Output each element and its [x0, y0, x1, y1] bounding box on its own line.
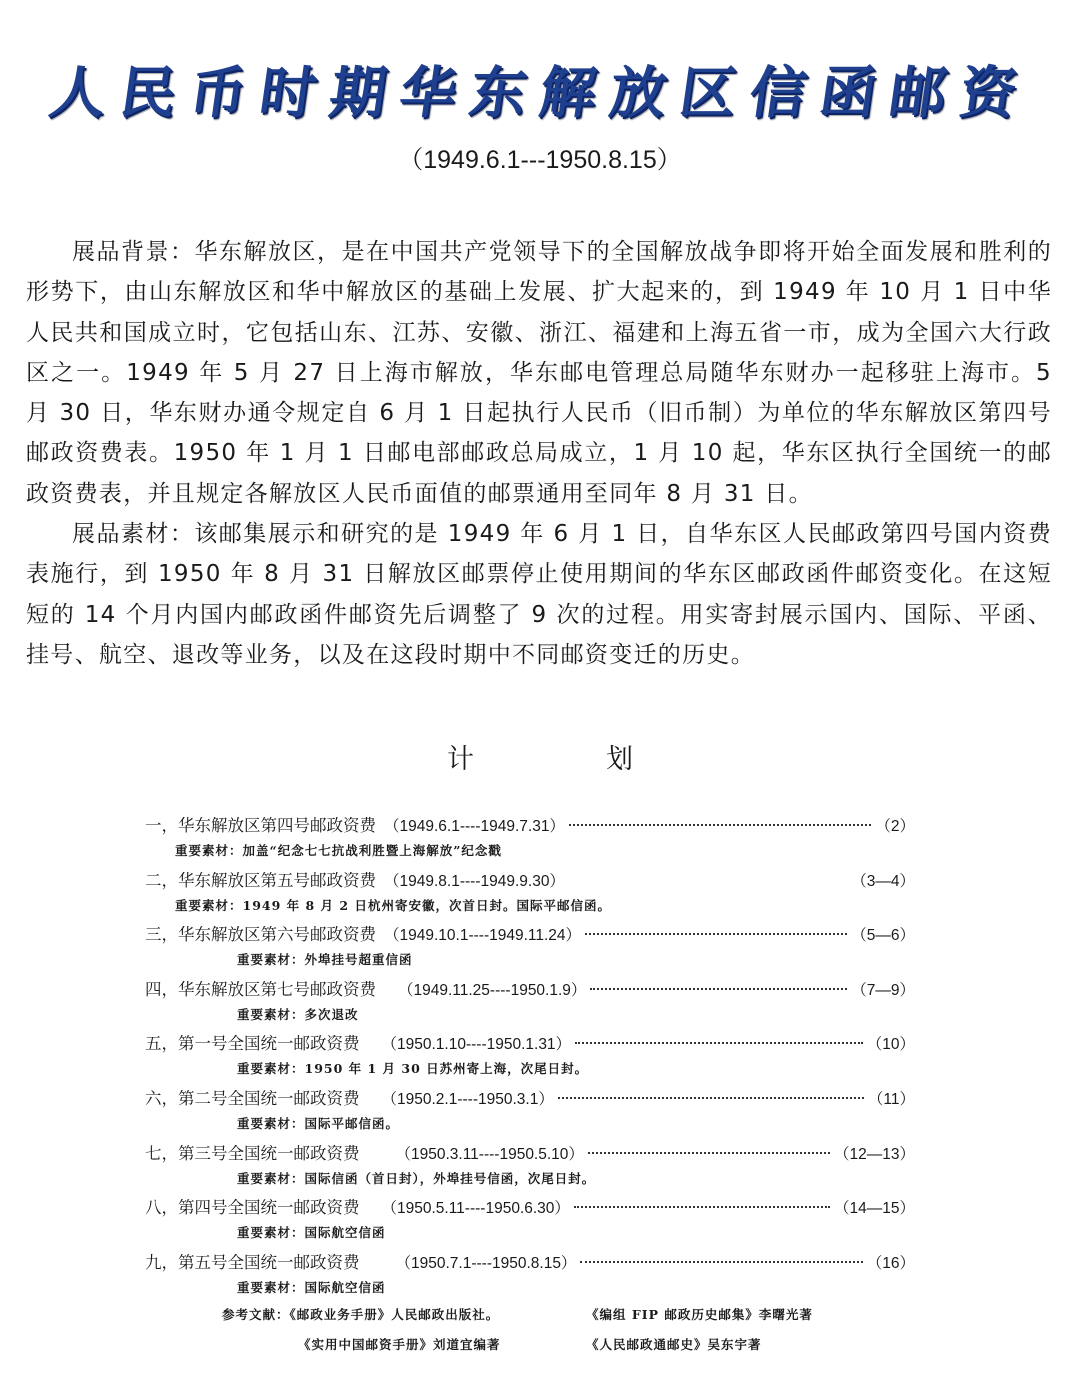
- date-range: （1949.6.1---1950.8.15）: [398, 146, 682, 174]
- reference-4: 《人民邮政通邮史》吴东宇著: [586, 1337, 762, 1352]
- toc-item: [145, 1030, 915, 1085]
- toc-number: 九，: [145, 1252, 178, 1272]
- toc-leader-dots: [574, 1205, 830, 1208]
- toc-date-range: （1949.11.25----1950.1.9）: [398, 981, 587, 999]
- toc-note: 重要素材：多次退改: [237, 1006, 359, 1022]
- toc-note: 重要素材：1949 年 8 月 2 日杭州寄安徽，次首日封。国际平邮信函。: [175, 897, 611, 913]
- toc-leader-dots: [590, 987, 847, 990]
- toc-note: 重要素材：国际航空信函: [237, 1225, 386, 1241]
- reference-3: 《实用中国邮资手册》刘道宜编著: [298, 1337, 501, 1352]
- toc-name: 第二号全国统一邮政资费: [178, 1088, 360, 1108]
- toc-page: （14—15）: [834, 1200, 915, 1218]
- toc-number: 四，: [145, 979, 178, 999]
- toc-page: （11）: [867, 1090, 915, 1108]
- toc-note: 重要素材：1950 年 1 月 30 日苏州寄上海，次尾日封。: [237, 1061, 589, 1077]
- toc-page: （12—13）: [834, 1145, 915, 1163]
- toc-page: （2）: [875, 818, 915, 835]
- toc-number: 五，: [145, 1034, 178, 1054]
- toc-name: 第一号全国统一邮政资费: [178, 1034, 360, 1054]
- toc-date-range: （1949.6.1----1949.7.31）: [384, 818, 565, 835]
- toc-note: 重要素材：国际平邮信函。: [237, 1115, 400, 1131]
- toc-note: 重要素材：国际航空信函: [237, 1279, 386, 1295]
- toc-item: [145, 1194, 915, 1249]
- toc-number: 三，: [145, 925, 178, 945]
- toc-name: 第三号全国统一邮政资费: [178, 1143, 360, 1163]
- toc-leader-dots: [569, 878, 847, 881]
- toc-item: [145, 1249, 915, 1304]
- toc-item: [145, 976, 915, 1031]
- toc-name: 华东解放区第六号邮政资费: [178, 925, 376, 945]
- toc-date-range: （1950.2.1----1950.3.1）: [381, 1090, 554, 1108]
- toc-leader-dots: [569, 823, 871, 826]
- toc-item: [145, 1085, 915, 1140]
- toc-date-range: （1950.5.11----1950.6.30）: [381, 1200, 570, 1218]
- page-title: 人民币时期华东解放区信函邮资: [45, 60, 1035, 126]
- toc-item: [145, 812, 915, 867]
- toc-name: 华东解放区第五号邮政资费: [178, 870, 376, 890]
- toc-name: 第四号全国统一邮政资费: [178, 1198, 360, 1218]
- reference-1: 参考文献：《邮政业务手册》人民邮政出版社。: [222, 1307, 500, 1322]
- references: [222, 1300, 842, 1360]
- toc-page: （7—9）: [851, 981, 915, 999]
- toc-date-range: （1950.7.1----1950.8.15）: [395, 1254, 577, 1272]
- toc-note: 重要素材：国际信函（首日封），外埠挂号信函，次尾日封。: [237, 1170, 596, 1186]
- toc-item: [145, 1140, 915, 1195]
- toc-item: [145, 867, 915, 922]
- reference-2: 《编组 FIP 邮政历史邮集》李曙光著: [586, 1307, 813, 1322]
- toc-page: （16）: [866, 1254, 915, 1272]
- plan-heading-right: 划: [606, 744, 633, 775]
- toc-number: 二，: [145, 870, 178, 890]
- toc-note: 重要素材：外埠挂号超重信函: [237, 952, 413, 968]
- plan-heading-left: 计: [447, 744, 474, 775]
- toc-leader-dots: [585, 932, 847, 935]
- toc-name: 第五号全国统一邮政资费: [178, 1252, 360, 1272]
- toc-page: （5—6）: [851, 927, 915, 945]
- plan-table-of-contents: [145, 812, 915, 1303]
- toc-number: 一，: [145, 816, 178, 835]
- intro-section: [26, 232, 1052, 675]
- toc-note: 重要素材：加盖“纪念七七抗战利胜暨上海解放”纪念戳: [175, 843, 502, 858]
- material-paragraph: 展品素材：该邮集展示和研究的是 1949 年 6 月 1 日，自华东区人民邮政第四号国内资费表施行，到 1950 年 8 月 31 日解放区邮票停止使用期间的华东区邮政函件邮资变化。在这短短的 14 个月内国内邮政函件邮资先后调整了 9 次的过程。用实寄封展示国内、国际、平函、挂号、航空、退改等业务，以及在这段时期中不同邮资变迁的历史。: [26, 521, 1052, 668]
- toc-date-range: （1949.8.1----1949.9.30）: [384, 872, 565, 890]
- toc-date-range: （1950.1.10----1950.1.31）: [381, 1036, 572, 1054]
- toc-date-range: （1949.10.1----1949.11.24）: [384, 927, 582, 945]
- toc-page: （3—4）: [851, 872, 915, 890]
- toc-name: 华东解放区第七号邮政资费: [178, 979, 376, 999]
- toc-page: （10）: [866, 1036, 915, 1054]
- background-paragraph: 展品背景：华东解放区，是在中国共产党领导下的全国解放战争即将开始全面发展和胜利的形势下，由山东解放区和华中解放区的基础上发展、扩大起来的，到 1949 年 10 月 1 日中华人民共和国成立时，它包括山东、江苏、安徽、浙江、福建和上海五省一市，成为全国六大行政区之一。1949 年 5 月 27 日上海市解放，华东邮电管理总局随华东财办一起移驻上海市。5 月 30 日，华东财办通令规定自 6 月 1 日起执行人民币（旧币制）为单位的华东解放区第四号邮政资费表。1950 年 1 月 1 日邮电部邮政总局成立，1 月 10 起，华东区执行全国统一的邮政资费表，并且规定各解放区人民币面值的邮票通用至同年 8 月 31 日。: [26, 239, 1052, 507]
- toc-name: 华东解放区第四号邮政资费: [178, 816, 376, 835]
- toc-leader-dots: [575, 1041, 863, 1044]
- toc-number: 七，: [145, 1143, 178, 1163]
- toc-number: 八，: [145, 1198, 178, 1218]
- plan-heading: [0, 740, 1080, 780]
- toc-number: 六，: [145, 1088, 178, 1108]
- toc-item: [145, 921, 915, 976]
- toc-leader-dots: [580, 1260, 862, 1263]
- toc-leader-dots: [558, 1096, 864, 1099]
- toc-date-range: （1950.3.11----1950.5.10）: [395, 1145, 584, 1163]
- toc-leader-dots: [588, 1151, 830, 1154]
